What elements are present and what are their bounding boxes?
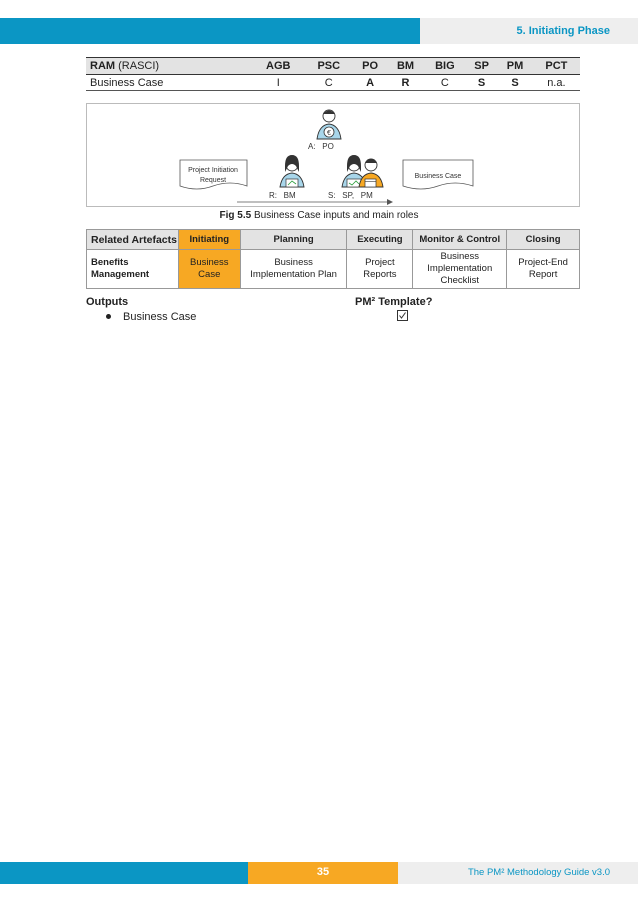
ram-row	[86, 75, 580, 91]
ram-title-rest: (RASCI)	[115, 60, 160, 72]
phase-monitor-control: Monitor & Control	[413, 230, 507, 250]
output-document-label: Business Case	[414, 173, 462, 180]
ram-cell-big: C	[424, 75, 466, 91]
artefact-planning: Business Implementation Plan	[240, 250, 347, 289]
phase-closing: Closing	[507, 230, 580, 250]
supporting-label: S: SP, PM	[328, 191, 373, 200]
artefact-closing: Project-End Report	[507, 250, 580, 289]
ram-title	[86, 58, 252, 75]
phase-initiating: Initiating	[178, 230, 240, 250]
ram-col-pct: PCT	[533, 58, 580, 75]
ram-cell-sp: S	[466, 75, 498, 91]
phase-executing: Executing	[347, 230, 413, 250]
output-item	[106, 311, 196, 323]
phase-planning: Planning	[240, 230, 347, 250]
ram-cell-po: A	[353, 75, 387, 91]
artefacts-row	[87, 250, 580, 289]
phase-title: 5. Initiating Phase	[420, 18, 638, 44]
ram-col-bm: BM	[387, 58, 424, 75]
ram-title-bold: RAM	[90, 60, 116, 72]
ram-col-po: PO	[353, 58, 387, 75]
project-owner-person-icon	[317, 110, 341, 139]
roles-figure	[86, 103, 580, 207]
output-document-icon	[403, 160, 473, 189]
artefact-group: Benefits Management	[87, 250, 179, 289]
input-document-label: Project Initiation Request	[188, 167, 238, 184]
input-document-icon	[180, 160, 247, 189]
artefacts-heading: Related Artefacts	[87, 230, 179, 250]
outputs-heading: Outputs	[86, 296, 129, 308]
ram-col-psc: PSC	[304, 58, 353, 75]
ram-header-row	[86, 58, 580, 75]
artefact-executing: Project Reports	[347, 250, 413, 289]
template-heading: PM² Template?	[355, 296, 433, 308]
checkbox-checked-icon	[397, 310, 408, 321]
business-manager-person-icon	[280, 155, 304, 187]
ram-col-big: BIG	[424, 58, 466, 75]
ram-cell-bm: R	[387, 75, 424, 91]
output-item-label: Business Case	[123, 311, 197, 323]
related-artefacts-table	[86, 229, 580, 289]
ram-row-label: Business Case	[86, 75, 252, 91]
artefact-monitor-control: Business Implementation Checklist	[413, 250, 507, 289]
ram-cell-pm: S	[497, 75, 532, 91]
ram-cell-agb: I	[252, 75, 304, 91]
ram-cell-pct: n.a.	[533, 75, 580, 91]
accountable-label: A: PO	[308, 142, 334, 151]
ram-col-pm: PM	[497, 58, 532, 75]
responsible-label: R: BM	[269, 191, 296, 200]
ram-col-agb: AGB	[252, 58, 304, 75]
ram-table	[86, 57, 580, 91]
figure-caption	[0, 210, 638, 221]
caption-text: Business Case inputs and main roles	[251, 210, 419, 221]
bullet-icon	[106, 314, 111, 319]
svg-text:€: €	[327, 130, 331, 137]
ram-cell-psc: C	[304, 75, 353, 91]
caption-number: Fig 5.5	[219, 210, 252, 221]
ram-col-sp: SP	[466, 58, 498, 75]
artefacts-header-row	[87, 230, 580, 250]
page-number: 35	[248, 862, 398, 884]
project-manager-person-icon	[359, 159, 383, 187]
artefact-initiating: Business Case	[178, 250, 240, 289]
guide-title: The PM² Methodology Guide v3.0	[398, 862, 638, 884]
header-bar	[0, 18, 420, 44]
footer-bar	[0, 862, 248, 884]
